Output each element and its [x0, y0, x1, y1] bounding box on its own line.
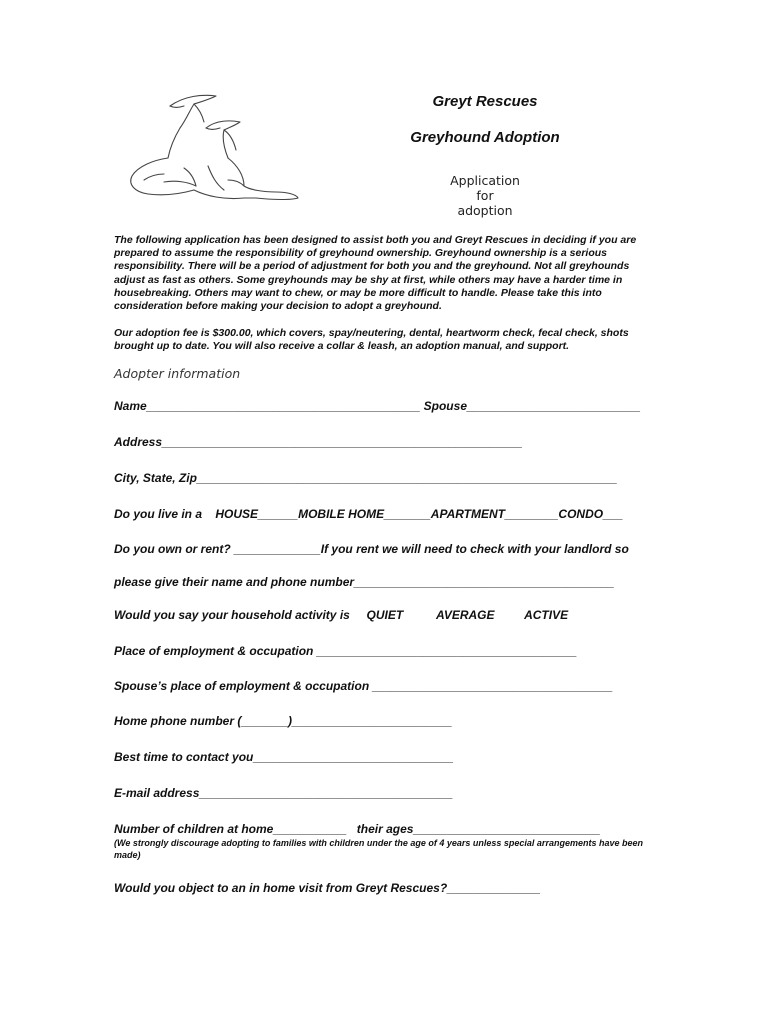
email-field[interactable]: E-mail address______________________________________ [114, 786, 453, 800]
residence-type-field[interactable]: Do you live in a HOUSE______MOBILE HOME_______APARTMENT________CONDO___ [114, 507, 624, 521]
fee-paragraph: Our adoption fee is $300.00, which covers, spay/neutering, dental, heartworm check, fecal check, shots brought up to date. You will also receive a collar & leash, an adoption manual, and support. [114, 327, 629, 353]
intro-paragraph: The following application has been designed to assist both you and Greyt Rescues in deciding if you are prepared to assume the responsibility of greyhound ownership. Greyhound ownership is a serious responsibility. There will be a period of adjustment for both you and the greyhound. Not all greyhounds adjust as fast as others. Some greyhounds may be shy at first, while others may have a harder time in housebreaking. Others may want to chew, or may be more difficult to handle. Please take this into consideration before making your decision to adopt a greyhound. [114, 234, 637, 313]
employment-field[interactable]: Place of employment & occupation _______________________________________ [114, 644, 577, 658]
address-field[interactable]: Address______________________________________________________ [114, 435, 523, 449]
greyhound-logo-icon [124, 86, 304, 214]
subtitle-line: adoption [457, 203, 513, 218]
city-state-zip-field[interactable]: City, State, Zip_______________________________________________________________ [114, 471, 618, 485]
page-title: Greyhound Adoption [410, 129, 560, 146]
home-phone-field[interactable]: Home phone number (_______)________________________ [114, 714, 453, 728]
home-visit-field[interactable]: Would you object to an in home visit from Greyt Rescues?______________ [114, 881, 541, 895]
landlord-contact-field[interactable]: please give their name and phone number_______________________________________ [114, 575, 615, 589]
subtitle-line: Application [450, 173, 520, 188]
org-name: Greyt Rescues [432, 93, 538, 110]
own-or-rent-field[interactable]: Do you own or rent? _____________If you rent we will need to check with your landlord so [114, 542, 629, 556]
children-note: (We strongly discourage adopting to families with children under the age of 4 years unless special arrangements have been made) [114, 838, 643, 860]
subtitle-line: for [476, 188, 494, 203]
spouse-employment-field[interactable]: Spouse’s place of employment & occupation ____________________________________ [114, 679, 613, 693]
page-subtitle [350, 173, 620, 218]
children-field[interactable]: Number of children at home___________ their ages____________________________ [114, 822, 601, 836]
section-title: Adopter information [114, 366, 241, 381]
household-activity-field[interactable]: Would you say your household activity is QUIET AVERAGE ACTIVE [114, 608, 569, 622]
best-contact-time-field[interactable]: Best time to contact you______________________________ [114, 750, 454, 764]
name-field[interactable]: Name_________________________________________ Spouse__________________________ [114, 399, 641, 413]
